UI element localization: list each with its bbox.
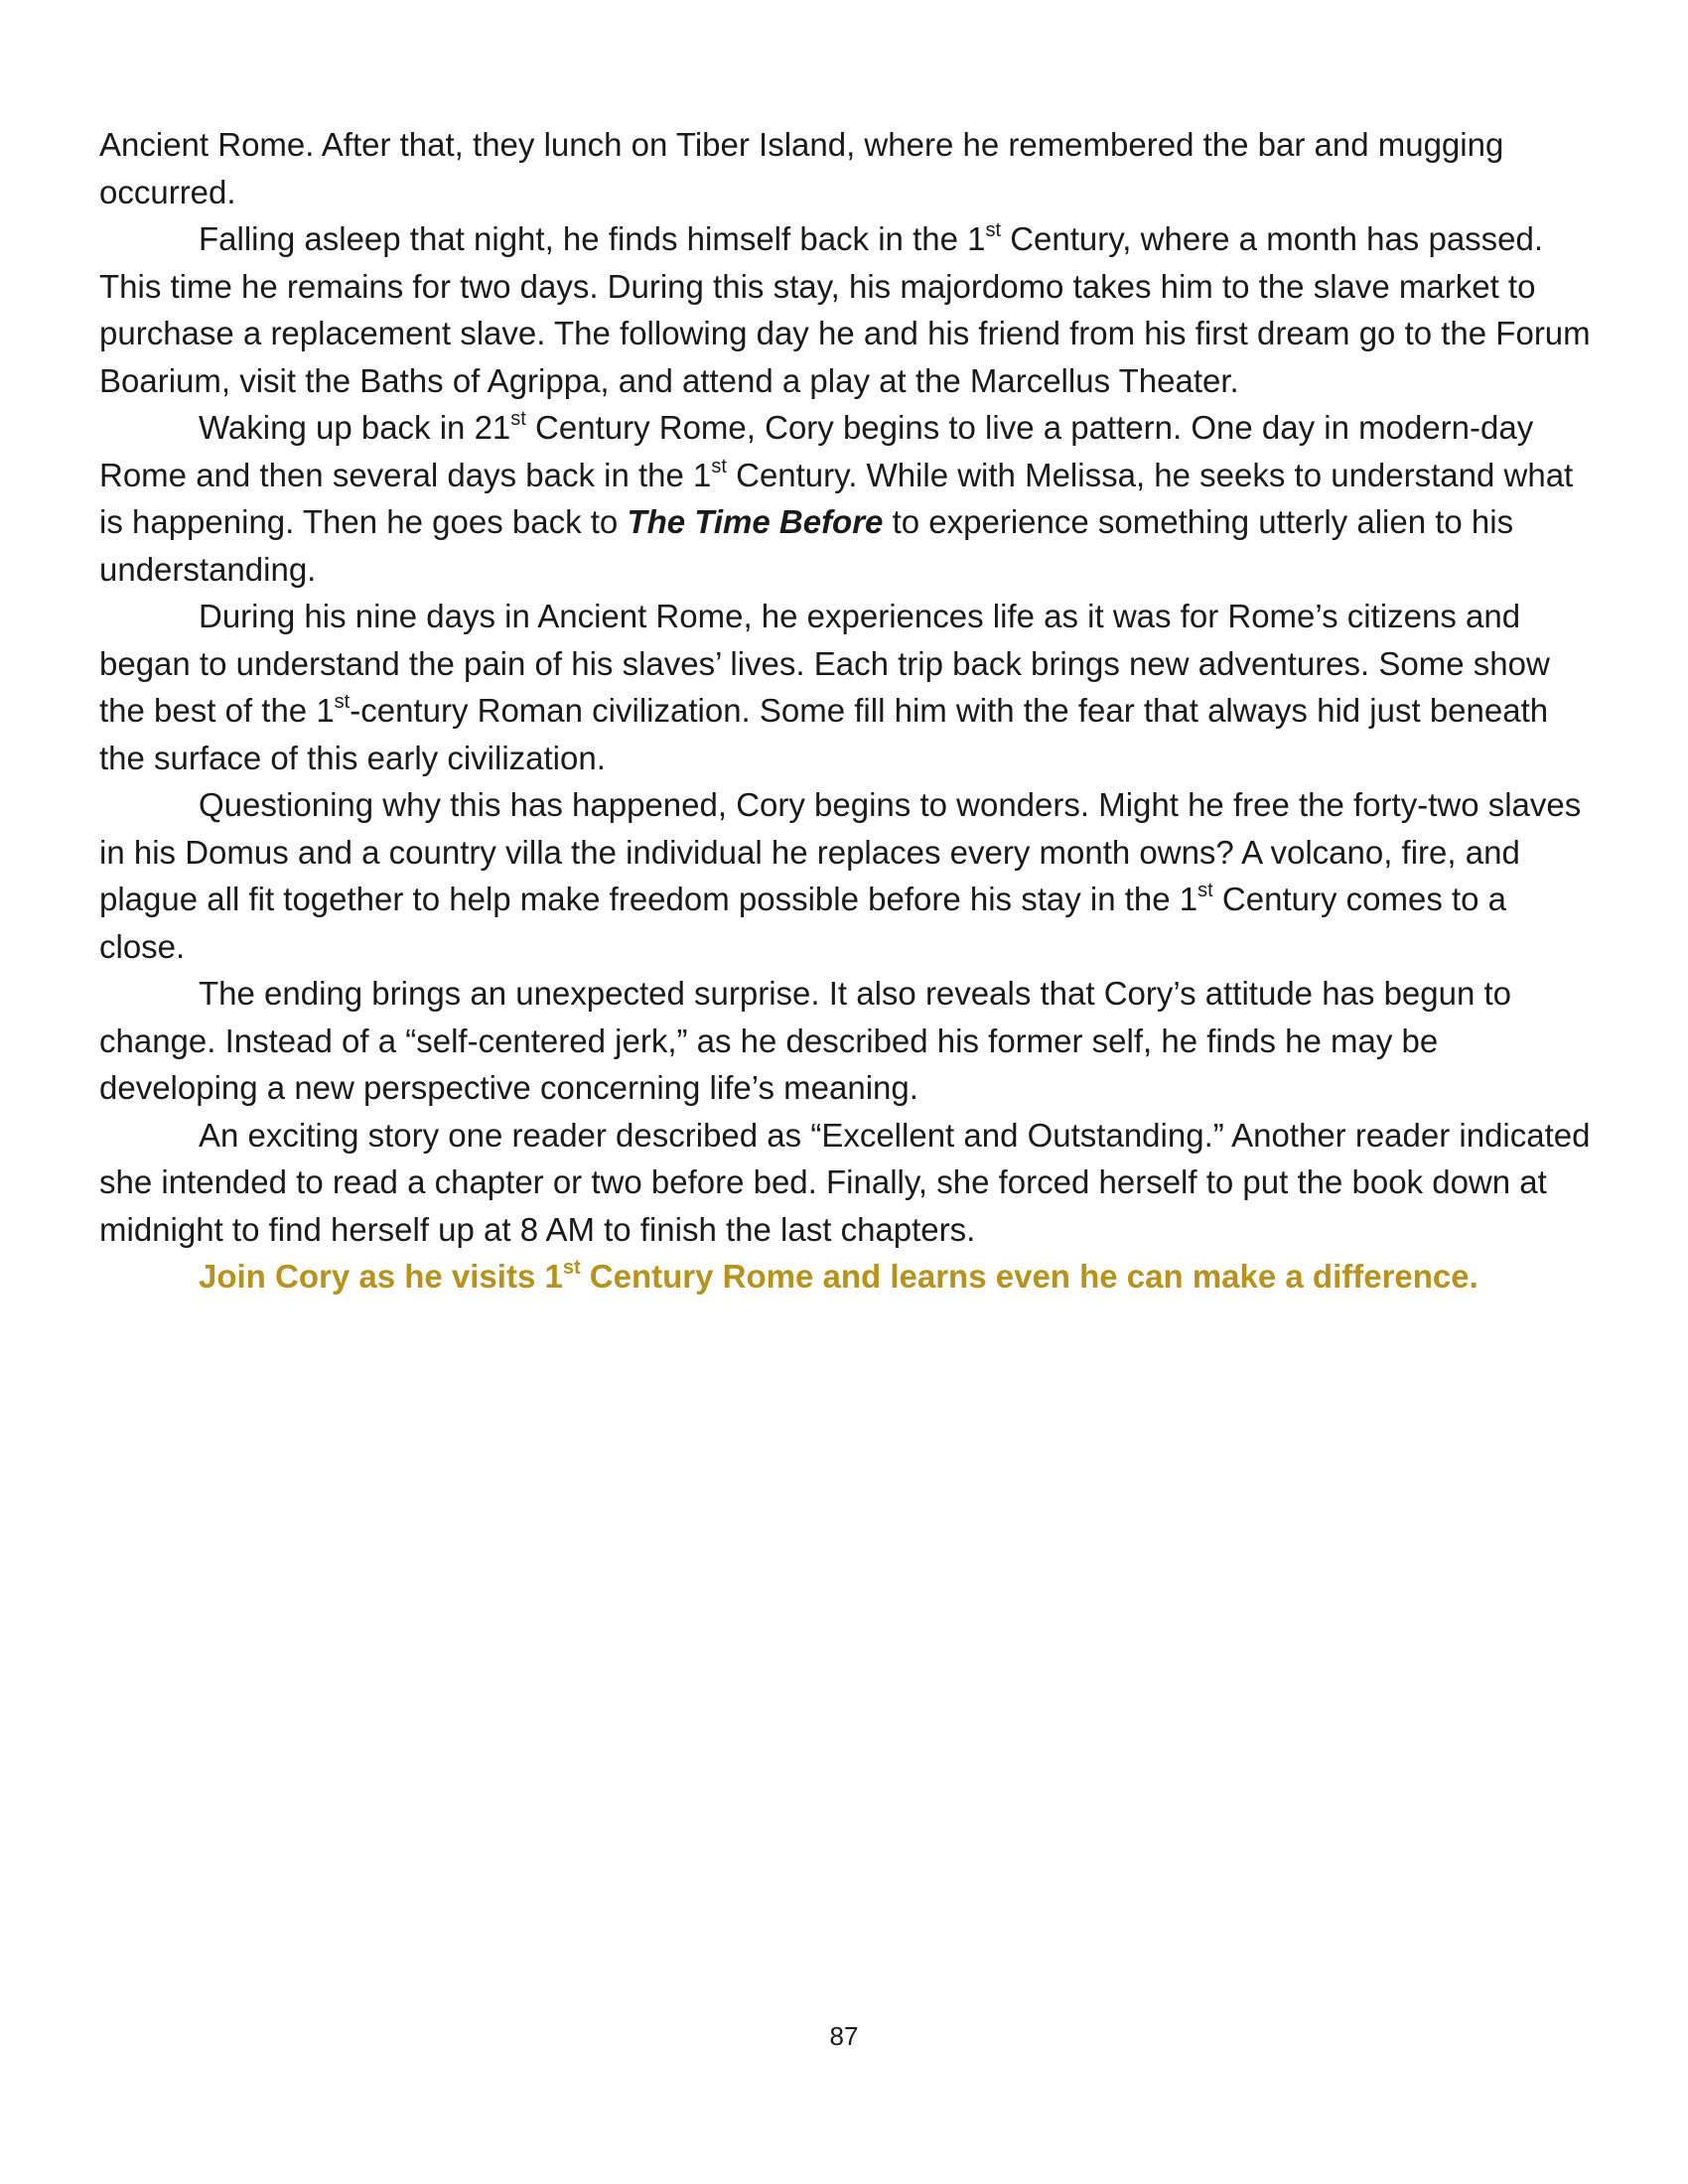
ordinal-superscript: st [1197, 880, 1213, 901]
paragraph-text: The ending brings an unexpected surprise. It also reveals that Cory’s attitude has begun to change. Instead of a “self-centered jerk,” as he described his former self, he finds he may be developing a new perspective concerning life’s meaning. [99, 975, 1512, 1106]
paragraph-text: An exciting story one reader described as “Excellent and Outstanding.” Another reader indicated she intended to read a chapter or two before bed. Finally, she forced herself to put the book down at midnight to find herself up at 8 AM to finish the last chapters. [99, 1116, 1591, 1248]
paragraph-waking-up [99, 404, 1599, 593]
paragraph-text: -century Roman civilization. Some fill him with the fear that always hid just beneath the surface of this early civilization. [99, 692, 1549, 776]
ordinal-superscript: st [985, 219, 1002, 241]
tagline-text: Join Cory as he visits 1 [199, 1258, 563, 1295]
closing-tagline [99, 1253, 1599, 1300]
ordinal-superscript: st [334, 691, 351, 713]
tagline-text: Century Rome and learns even he can make a difference. [580, 1258, 1478, 1295]
paragraph-text: Century Rome, Cory begins to live a pattern. One day in modern-day Rome and then several days back in the 1 [99, 409, 1534, 493]
book-title-emphasis: The Time Before [627, 503, 884, 540]
ordinal-superscript: st [562, 1257, 581, 1279]
ordinal-superscript: st [510, 408, 526, 430]
ordinal-superscript: st [711, 455, 727, 478]
paragraph-text: Falling asleep that night, he finds himself back in the 1 [199, 220, 986, 257]
paragraph-continuation [99, 121, 1599, 215]
paragraph-text: to experience something utterly alien to his understanding. [99, 503, 1514, 588]
body-text [99, 121, 1599, 1300]
paragraph-text: Ancient Rome. After that, they lunch on Tiber Island, where he remembered the bar and mugging occurred. [99, 126, 1504, 210]
paragraph-text: Century, where a month has passed. This time he remains for two days. During this stay, his majordomo takes him to the slave market to purchase a replacement slave. The following day he and his friend from his first dream go to the Forum Boarium, visit the Baths of Agrippa, and attend a play at the Marcellus Theater. [99, 220, 1591, 399]
paragraph-falling-asleep [99, 215, 1599, 404]
paragraph-questioning [99, 781, 1599, 970]
paragraph-text: Questioning why this has happened, Cory begins to wonders. Might he free the forty-two slaves in his Domus and a country villa the individual he replaces every month owns? A volcano, fire, and plague all fit together to help make freedom possible before his stay in the 1 [99, 786, 1582, 917]
paragraph-ending [99, 970, 1599, 1112]
paragraph-nine-days [99, 593, 1599, 781]
paragraph-text: Waking up back in 21 [199, 409, 511, 446]
paragraph-text: During his nine days in Ancient Rome, he experiences life as it was for Rome’s citizens and began to understand the pain of his slaves’ lives. Each trip back brings new adventures. Some show the best of the 1 [99, 598, 1550, 729]
paragraph-text: Century. While with Melissa, he seeks to understand what is happening. Then he goes back to [99, 456, 1574, 540]
page-number: 87 [829, 2021, 859, 2051]
paragraph-text: Century comes to a close. [99, 881, 1507, 965]
paragraph-reader-reviews [99, 1112, 1599, 1254]
